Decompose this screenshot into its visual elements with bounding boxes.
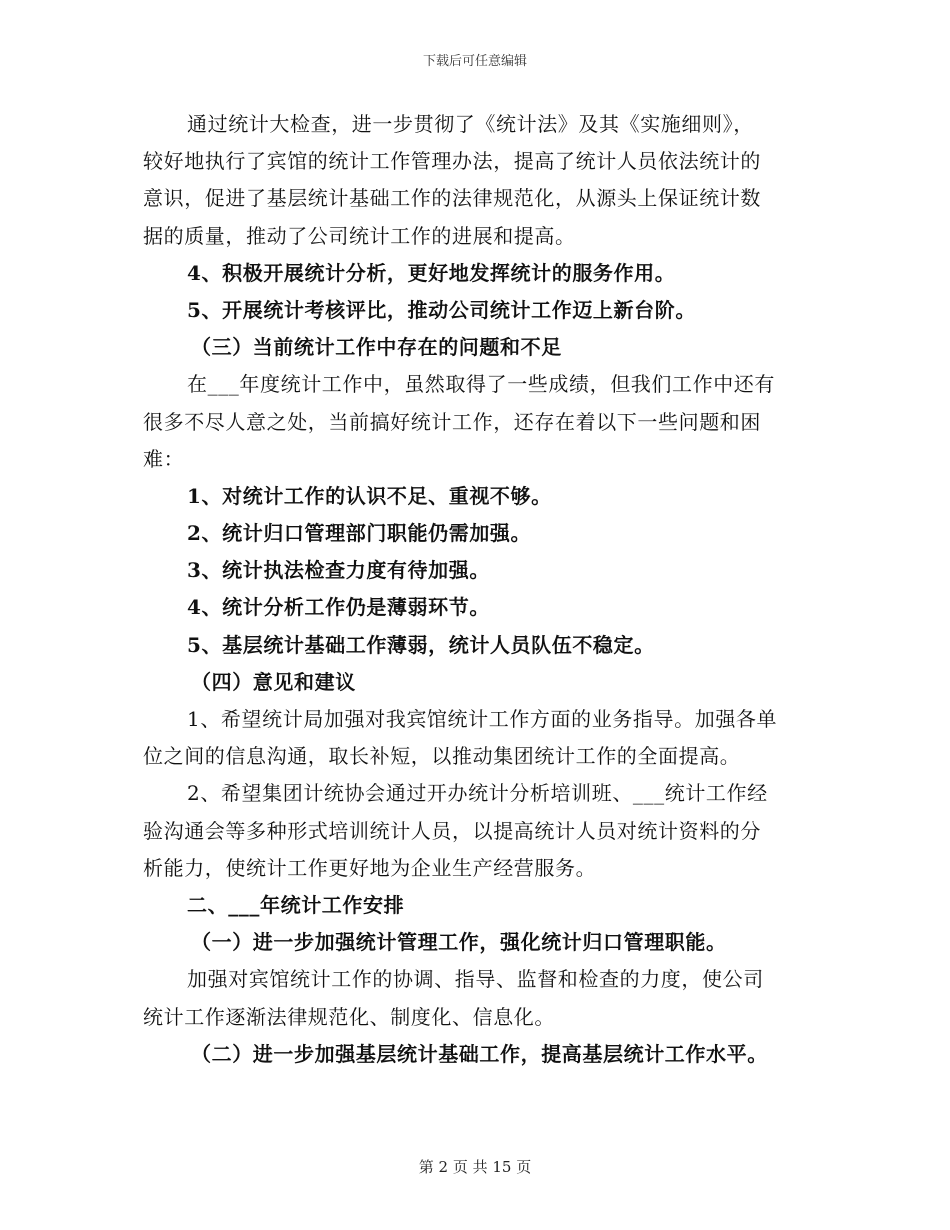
text-line-1: 通过统计大检查，进一步贯彻了《统计法》及其《实施细则》， bbox=[187, 112, 754, 136]
section-heading-3: （三）当前统计工作中存在的问题和不足 bbox=[191, 335, 562, 360]
section-heading-1: （一）进一步加强统计管理工作，强化统计归口管理职能。 bbox=[191, 930, 727, 955]
text-line-25: 统计工作逐渐法律规范化、制度化、信息化。 bbox=[143, 1004, 555, 1029]
text-line-15: 5、基层统计基础工作薄弱，统计人员队伍不稳定。 bbox=[187, 632, 655, 657]
text-line-6: 5、开展统计考核评比，推动公司统计工作迈上新台阶。 bbox=[187, 297, 696, 322]
page-header: 下载后可任意编辑 bbox=[422, 54, 527, 69]
section-heading-4: （四）意见和建议 bbox=[191, 669, 356, 694]
text-line-24: 加强对宾馆统计工作的协调、指导、监督和检查的力度，使公司 bbox=[187, 967, 764, 992]
section-heading-2: （二）进一步加强基层统计基础工作，提高基层统计工作水平。 bbox=[191, 1041, 768, 1066]
text-line-13: 3、统计执法检查力度有待加强。 bbox=[187, 558, 490, 583]
text-line-17: 1、希望统计局加强对我宾馆统计工作方面的业务指导。加强各单 bbox=[187, 707, 778, 731]
text-line-3: 意识，促进了基层统计基础工作的法律规范化，从源头上保证统计数 bbox=[143, 186, 761, 211]
text-line-10: 难： bbox=[143, 446, 185, 471]
text-line-19: 2、希望集团计统协会通过开办统计分析培训班、___统计工作经 bbox=[187, 781, 768, 806]
text-line-18: 位之间的信息沟通，取长补短，以推动集团统计工作的全面提高。 bbox=[143, 744, 741, 769]
text-line-12: 2、统计归口管理部门职能仍需加强。 bbox=[187, 521, 532, 546]
chapter-heading-2: 二、___年统计工作安排 bbox=[187, 892, 405, 917]
text-line-4: 据的质量，推动了公司统计工作的进展和提高。 bbox=[143, 223, 576, 248]
text-line-11: 1、对统计工作的认识不足、重视不够。 bbox=[187, 483, 552, 508]
document-body bbox=[143, 106, 811, 1073]
text-line-9: 很多不尽人意之处，当前搞好统计工作，还存在着以下一些问题和困 bbox=[143, 409, 761, 434]
text-line-21: 析能力，使统计工作更好地为企业生产经营服务。 bbox=[143, 855, 597, 880]
text-line-8: 在___年度统计工作中，虽然取得了一些成绩，但我们工作中还有 bbox=[187, 372, 775, 397]
text-line-14: 4、统计分析工作仍是薄弱环节。 bbox=[187, 595, 490, 620]
text-line-5: 4、积极开展统计分析，更好地发挥统计的服务作用。 bbox=[187, 260, 676, 285]
page-footer: 第 2 页 共 15 页 bbox=[418, 1158, 532, 1176]
text-line-2: 较好地执行了宾馆的统计工作管理办法，提高了统计人员依法统计的 bbox=[143, 149, 761, 174]
text-line-20: 验沟通会等多种形式培训统计人员，以提高统计人员对统计资料的分 bbox=[143, 818, 761, 843]
